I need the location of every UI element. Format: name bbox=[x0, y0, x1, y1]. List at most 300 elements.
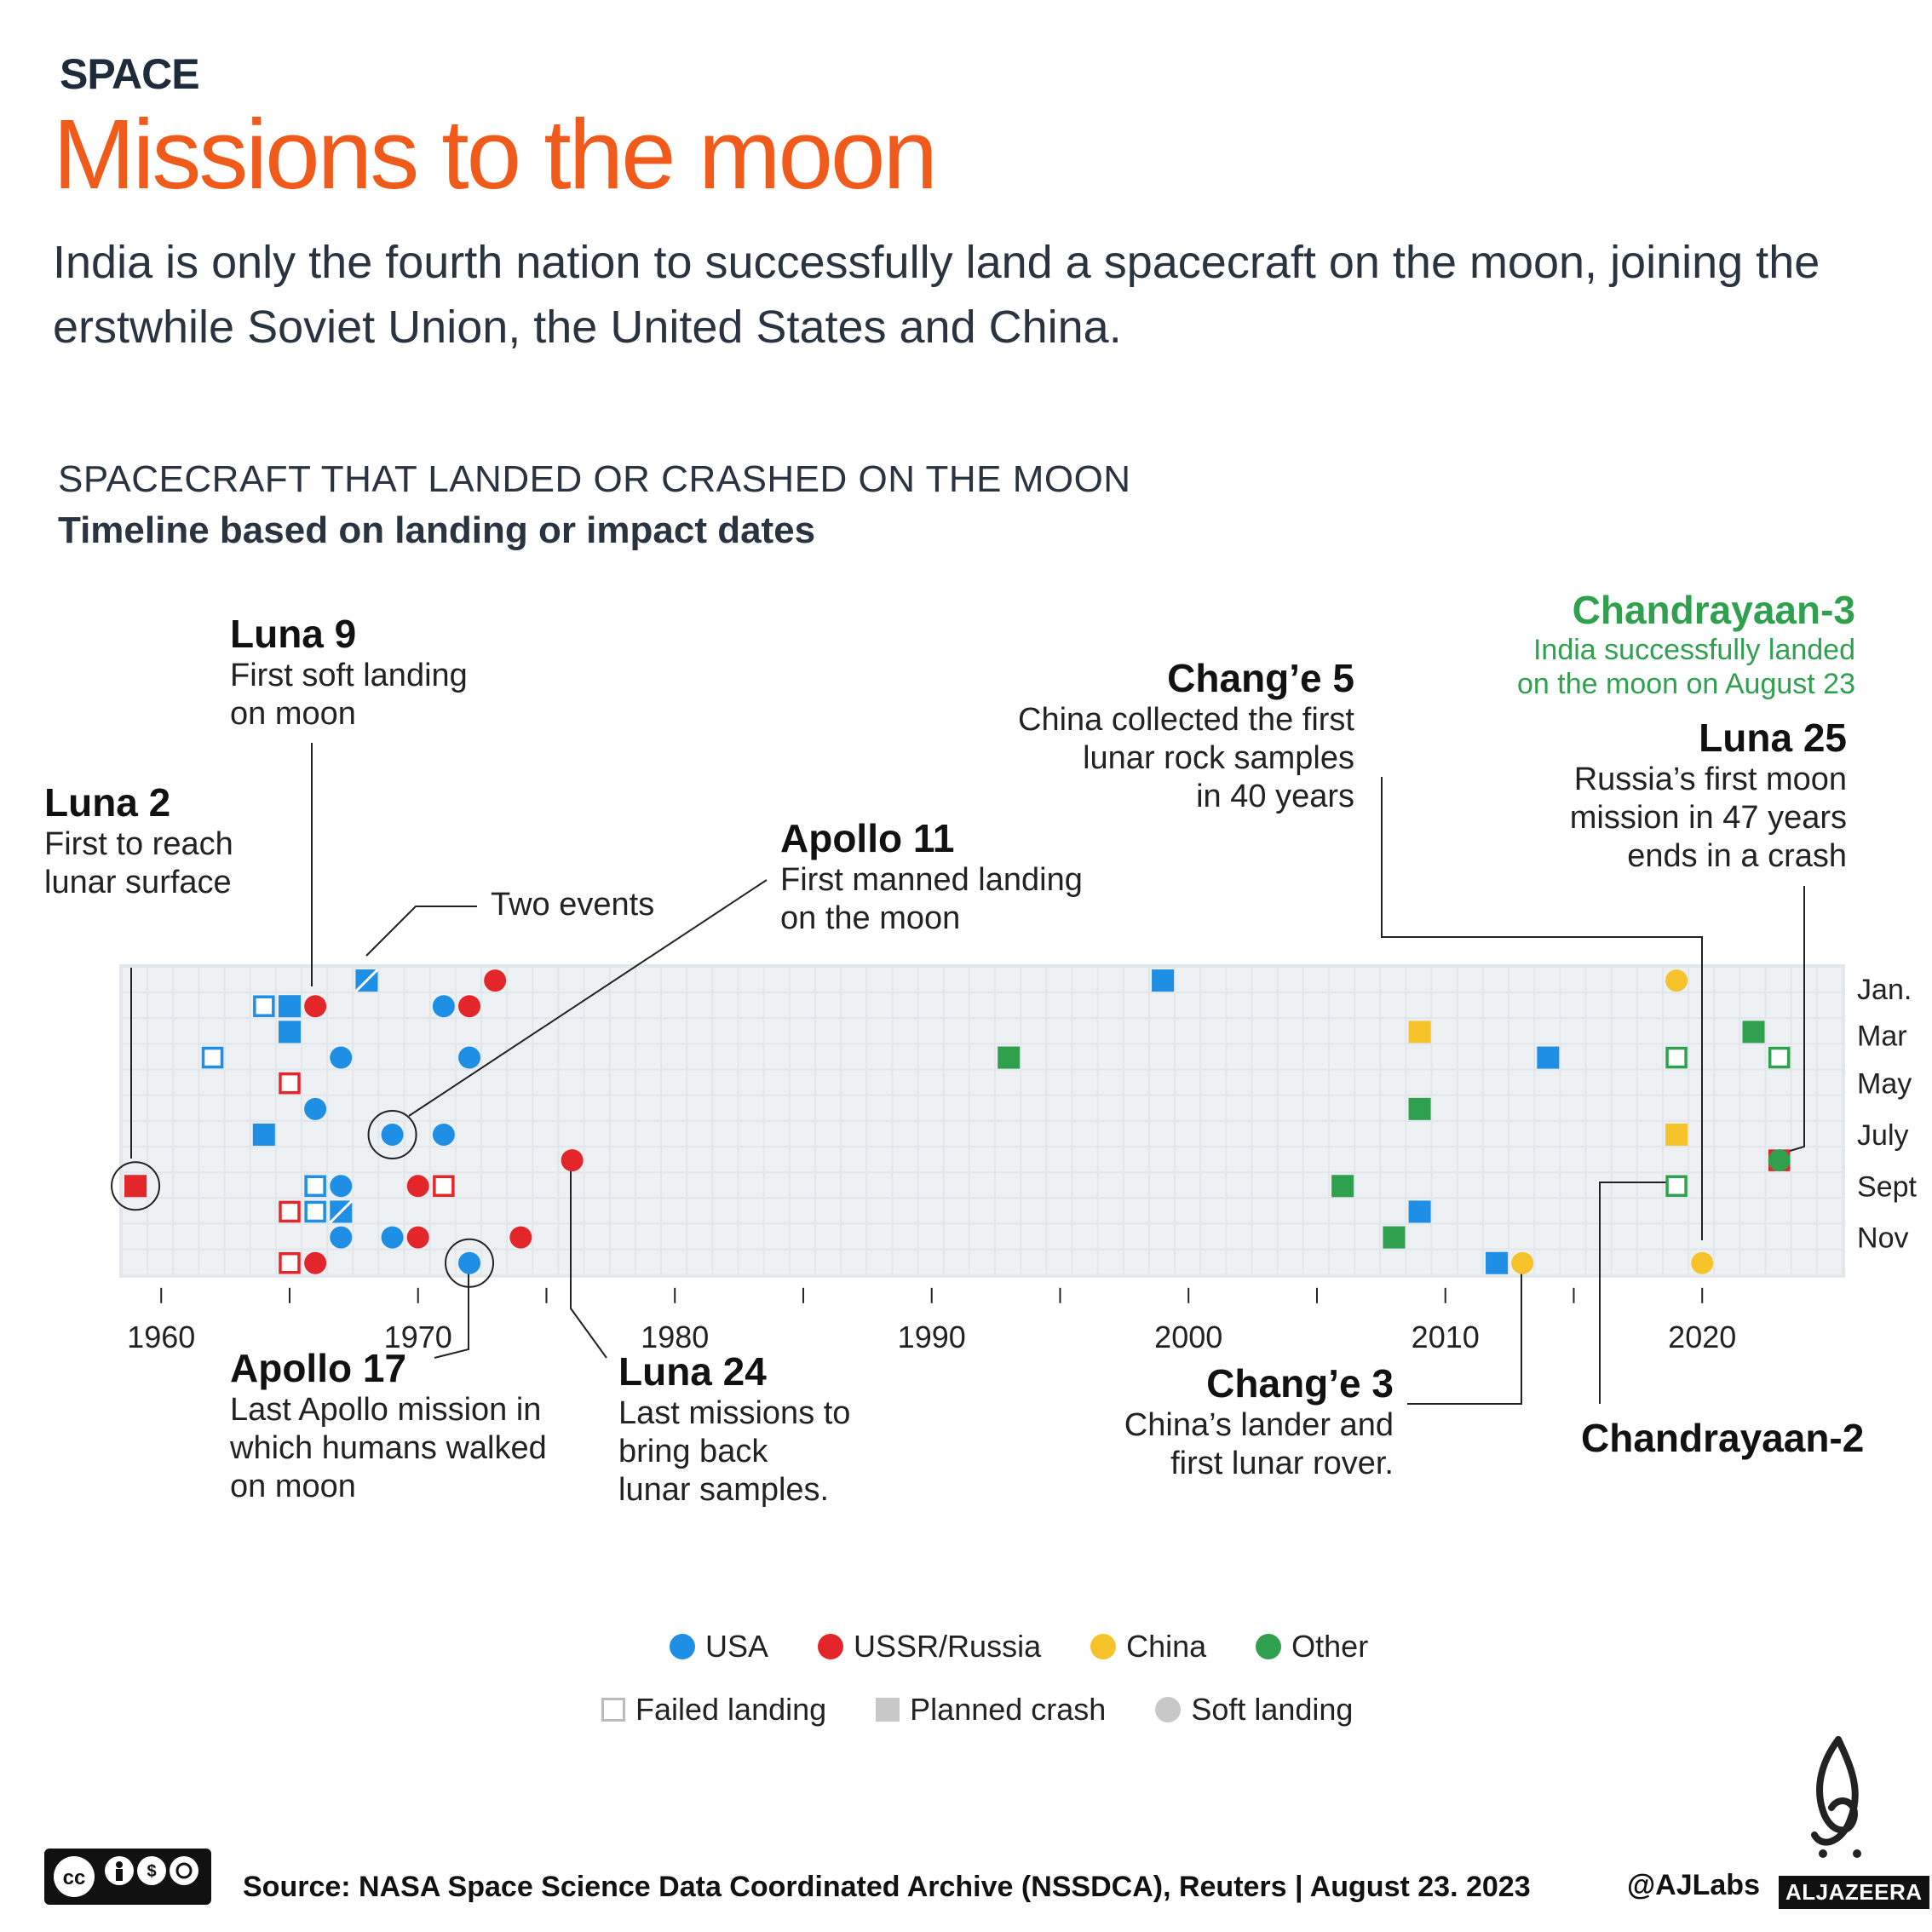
soft-landing-mark bbox=[458, 1252, 480, 1274]
grid-cell bbox=[123, 968, 147, 992]
grid-cell bbox=[482, 1071, 506, 1095]
grid-cell bbox=[1253, 1096, 1277, 1120]
legend-types bbox=[601, 1692, 1402, 1728]
apollo11-title: Apollo 11 bbox=[780, 816, 955, 860]
grid-cell bbox=[1330, 1071, 1354, 1095]
grid-cell bbox=[1587, 1225, 1611, 1249]
grid-cell bbox=[457, 1199, 480, 1222]
grid-cell bbox=[765, 1225, 789, 1249]
grid-cell bbox=[1227, 1251, 1251, 1274]
grid-cell bbox=[1715, 993, 1739, 1017]
grid-cell bbox=[1715, 1019, 1739, 1043]
grid-cell bbox=[1047, 1199, 1071, 1222]
grid-cell bbox=[1150, 1019, 1174, 1043]
grid-cell bbox=[328, 1147, 352, 1171]
svg-text:cc: cc bbox=[62, 1866, 86, 1889]
grid-cell bbox=[380, 993, 404, 1017]
legend-soft-label: Soft landing bbox=[1191, 1692, 1354, 1727]
grid-cell bbox=[123, 1225, 147, 1249]
grid-cell bbox=[1330, 968, 1354, 992]
grid-cell bbox=[533, 1225, 557, 1249]
grid-cell bbox=[791, 1225, 814, 1249]
grid-cell bbox=[174, 1122, 198, 1146]
grid-cell bbox=[148, 993, 172, 1017]
grid-cell bbox=[405, 968, 429, 992]
grid-cell bbox=[1433, 1225, 1457, 1249]
grid-cell bbox=[457, 1225, 480, 1249]
grid-cell bbox=[1767, 1096, 1791, 1120]
failed-landing-mark bbox=[255, 997, 273, 1015]
grid-cell bbox=[970, 1019, 994, 1043]
grid-cell bbox=[1613, 1173, 1636, 1197]
grid-cell bbox=[919, 1122, 943, 1146]
grid-cell bbox=[1664, 1071, 1688, 1095]
grid-cell bbox=[148, 968, 172, 992]
grid-cell bbox=[1355, 1019, 1379, 1043]
grid-cell bbox=[1381, 1122, 1405, 1146]
grid-cell bbox=[1201, 1173, 1225, 1197]
grid-cell bbox=[1253, 1251, 1277, 1274]
annotation-apollo11 bbox=[780, 816, 1083, 938]
grid-cell bbox=[1201, 1199, 1225, 1222]
grid-cell bbox=[894, 1019, 917, 1043]
grid-cell bbox=[662, 1071, 686, 1095]
grid-cell bbox=[1150, 1199, 1174, 1222]
grid-cell bbox=[1176, 1122, 1199, 1146]
grid-cell bbox=[199, 1251, 223, 1274]
grid-cell bbox=[380, 1251, 404, 1274]
soft-landing-mark bbox=[407, 1227, 429, 1249]
china-swatch-icon bbox=[1090, 1634, 1116, 1659]
grid-cell bbox=[354, 1096, 377, 1120]
grid-cell bbox=[1818, 1173, 1842, 1197]
grid-cell bbox=[687, 968, 711, 992]
grid-cell bbox=[1433, 1251, 1457, 1274]
grid-cell bbox=[1021, 1173, 1045, 1197]
soft-landing-mark bbox=[330, 1175, 352, 1197]
grid-cell bbox=[842, 1147, 865, 1171]
soft-landing-mark bbox=[304, 1098, 326, 1120]
grid-cell bbox=[713, 1096, 737, 1120]
grid-cell bbox=[867, 1147, 891, 1171]
grid-cell bbox=[226, 1199, 250, 1222]
grid-cell bbox=[251, 1225, 275, 1249]
grid-cell bbox=[1433, 1173, 1457, 1197]
grid-cell bbox=[251, 1173, 275, 1197]
grid-cell bbox=[1613, 993, 1636, 1017]
grid-cell bbox=[482, 993, 506, 1017]
grid-cell bbox=[1150, 1096, 1174, 1120]
grid-cell bbox=[765, 1173, 789, 1197]
grid-cell bbox=[970, 1044, 994, 1068]
chart-title: SPACECRAFT THAT LANDED OR CRASHED ON THE MOON bbox=[58, 458, 1131, 500]
grid-cell bbox=[1099, 1019, 1123, 1043]
grid-cell bbox=[996, 1251, 1020, 1274]
soft-landing-mark bbox=[484, 969, 506, 992]
legend-china bbox=[1090, 1629, 1206, 1665]
grid-cell bbox=[1124, 1096, 1148, 1120]
planned-crash-mark bbox=[1486, 1252, 1508, 1274]
grid-cell bbox=[1484, 1173, 1508, 1197]
luna24-line3: lunar samples. bbox=[618, 1471, 830, 1508]
soft-landing-mark bbox=[458, 1047, 480, 1069]
grid-cell bbox=[1664, 1251, 1688, 1274]
grid-cell bbox=[508, 1251, 532, 1274]
grid-cell bbox=[1561, 1019, 1584, 1043]
grid-cell bbox=[611, 1071, 635, 1095]
grid-cell bbox=[174, 1096, 198, 1120]
grid-cell bbox=[867, 1071, 891, 1095]
grid-cell bbox=[713, 993, 737, 1017]
grid-cell bbox=[1201, 1251, 1225, 1274]
grid-cell bbox=[457, 1173, 480, 1197]
grid-cell bbox=[1150, 1071, 1174, 1095]
grid-cell bbox=[636, 1044, 660, 1068]
grid-cell bbox=[174, 1173, 198, 1197]
chart-grid bbox=[119, 964, 1845, 1278]
soft-landing-mark bbox=[1691, 1252, 1713, 1274]
grid-cell bbox=[1535, 1071, 1559, 1095]
luna2-line2: lunar surface bbox=[44, 864, 232, 900]
grid-cell bbox=[1047, 1225, 1071, 1249]
grid-cell bbox=[1227, 1096, 1251, 1120]
grid-cell bbox=[1021, 1199, 1045, 1222]
grid-cell bbox=[996, 993, 1020, 1017]
grid-cell bbox=[842, 1251, 865, 1274]
grid-cell bbox=[1279, 1199, 1302, 1222]
grid-cell bbox=[996, 1173, 1020, 1197]
grid-cell bbox=[687, 1147, 711, 1171]
grid-cell bbox=[354, 1044, 377, 1068]
change5-title: Chang’e 5 bbox=[1167, 656, 1354, 700]
grid-cell bbox=[123, 1096, 147, 1120]
grid-cell bbox=[585, 1096, 609, 1120]
grid-cell bbox=[816, 968, 840, 992]
grid-cell bbox=[457, 968, 480, 992]
grid-cell bbox=[996, 1096, 1020, 1120]
grid-cell bbox=[174, 1019, 198, 1043]
two-events-leader bbox=[366, 906, 477, 956]
x-tick-label: 2010 bbox=[1411, 1319, 1480, 1354]
grid-cell bbox=[1279, 1044, 1302, 1068]
grid-cell bbox=[739, 1071, 763, 1095]
grid-cell bbox=[1124, 1173, 1148, 1197]
y-tick-label: Nov bbox=[1857, 1222, 1909, 1255]
grid-cell bbox=[739, 1225, 763, 1249]
failed-landing-mark bbox=[434, 1176, 453, 1195]
grid-cell bbox=[842, 1071, 865, 1095]
grid-cell bbox=[1150, 1225, 1174, 1249]
legend-other-label: Other bbox=[1291, 1629, 1369, 1664]
grid-cell bbox=[1664, 1019, 1688, 1043]
grid-cell bbox=[713, 1251, 737, 1274]
grid-cell bbox=[1433, 1019, 1457, 1043]
grid-cell bbox=[1227, 968, 1251, 992]
grid-cell bbox=[1355, 1173, 1379, 1197]
grid-cell bbox=[996, 1019, 1020, 1043]
grid-cell bbox=[636, 968, 660, 992]
grid-cell bbox=[1767, 1225, 1791, 1249]
grid-cell bbox=[1176, 1173, 1199, 1197]
annotation-change5 bbox=[920, 656, 1354, 816]
grid-cell bbox=[713, 968, 737, 992]
grid-cell bbox=[1021, 1251, 1045, 1274]
grid-cell bbox=[1613, 1019, 1636, 1043]
grid-cell bbox=[1740, 1225, 1764, 1249]
grid-cell bbox=[1253, 993, 1277, 1017]
grid-cell bbox=[1484, 993, 1508, 1017]
grid-cell bbox=[816, 1251, 840, 1274]
change5-line2: lunar rock samples bbox=[1083, 739, 1354, 776]
grid-cell bbox=[174, 968, 198, 992]
other-swatch-icon bbox=[1256, 1634, 1281, 1659]
grid-cell bbox=[585, 1251, 609, 1274]
grid-cell bbox=[816, 1122, 840, 1146]
svg-text:$: $ bbox=[147, 1862, 157, 1881]
luna24-line2: bring back bbox=[618, 1433, 768, 1469]
grid-cell bbox=[508, 993, 532, 1017]
grid-cell bbox=[1279, 1173, 1302, 1197]
grid-cell bbox=[1509, 1071, 1533, 1095]
grid-cell bbox=[354, 1199, 377, 1222]
grid-cell bbox=[1407, 1251, 1431, 1274]
grid-cell bbox=[123, 1071, 147, 1095]
grid-cell bbox=[1509, 993, 1533, 1017]
soft-landing-mark bbox=[382, 1227, 404, 1249]
grid-cell bbox=[970, 968, 994, 992]
grid-cell bbox=[1561, 1122, 1584, 1146]
grid-cell bbox=[687, 1044, 711, 1068]
grid-cell bbox=[457, 1019, 480, 1043]
grid-cell bbox=[1484, 968, 1508, 992]
grid-cell bbox=[226, 1096, 250, 1120]
legend-usa bbox=[670, 1629, 768, 1665]
grid-cell bbox=[1407, 1173, 1431, 1197]
grid-cell bbox=[919, 1173, 943, 1197]
chandrayaan3-line2: on the moon on August 23 bbox=[1517, 667, 1855, 700]
grid-cell bbox=[226, 1225, 250, 1249]
grid-cell bbox=[1355, 1251, 1379, 1274]
grid-cell bbox=[1227, 993, 1251, 1017]
grid-cell bbox=[1201, 1096, 1225, 1120]
grid-cell bbox=[1818, 1096, 1842, 1120]
grid-cell bbox=[1433, 1199, 1457, 1222]
grid-cell bbox=[1099, 1225, 1123, 1249]
grid-cell bbox=[1304, 993, 1328, 1017]
grid-cell bbox=[199, 1122, 223, 1146]
grid-cell bbox=[1304, 1044, 1328, 1068]
grid-cell bbox=[1509, 1147, 1533, 1171]
grid-cell bbox=[1124, 1225, 1148, 1249]
grid-cell bbox=[867, 1019, 891, 1043]
grid-cell bbox=[1433, 1147, 1457, 1171]
grid-cell bbox=[867, 1199, 891, 1222]
planned-crash-mark bbox=[279, 995, 301, 1017]
grid-cell bbox=[1253, 1122, 1277, 1146]
grid-cell bbox=[585, 1147, 609, 1171]
legend-crash-label: Planned crash bbox=[910, 1692, 1107, 1727]
grid-cell bbox=[277, 1096, 301, 1120]
grid-cell bbox=[1587, 1019, 1611, 1043]
grid-cell bbox=[1304, 1122, 1328, 1146]
legend-soft bbox=[1155, 1692, 1353, 1728]
soft-landing-mark bbox=[458, 995, 480, 1017]
grid-cell bbox=[1330, 1225, 1354, 1249]
failed-landing-mark bbox=[306, 1202, 325, 1221]
grid-cell bbox=[431, 1147, 455, 1171]
apollo17-title: Apollo 17 bbox=[230, 1346, 407, 1390]
grid-cell bbox=[148, 1251, 172, 1274]
apollo17-line3: on moon bbox=[230, 1468, 356, 1504]
annotation-luna25 bbox=[1414, 716, 1847, 876]
grid-cell bbox=[508, 1122, 532, 1146]
grid-cell bbox=[842, 1019, 865, 1043]
soft-landing-mark bbox=[1768, 1149, 1791, 1171]
grid-cell bbox=[662, 993, 686, 1017]
grid-cell bbox=[1509, 968, 1533, 992]
grid-cell bbox=[894, 1122, 917, 1146]
grid-cell bbox=[1740, 1147, 1764, 1171]
soft-landing-mark bbox=[330, 1227, 352, 1249]
grid-cell bbox=[533, 1044, 557, 1068]
grid-cell bbox=[970, 1071, 994, 1095]
grid-cell bbox=[1638, 1044, 1662, 1068]
grid-cell bbox=[482, 1251, 506, 1274]
grid-cell bbox=[996, 1122, 1020, 1146]
grid-cell bbox=[739, 1199, 763, 1222]
grid-cell bbox=[1458, 1199, 1482, 1222]
grid-cell bbox=[816, 1096, 840, 1120]
grid-cell bbox=[894, 1173, 917, 1197]
grid-cell bbox=[1381, 1199, 1405, 1222]
grid-cell bbox=[1484, 1225, 1508, 1249]
grid-cell bbox=[1535, 1173, 1559, 1197]
grid-cell bbox=[354, 1251, 377, 1274]
grid-cell bbox=[1767, 1071, 1791, 1095]
soft-landing-mark bbox=[304, 1252, 326, 1274]
soft-landing-mark bbox=[1665, 969, 1688, 992]
grid-cell bbox=[354, 1173, 377, 1197]
grid-cell bbox=[1150, 1147, 1174, 1171]
grid-cell bbox=[816, 1147, 840, 1171]
grid-cell bbox=[1304, 968, 1328, 992]
grid-cell bbox=[302, 1071, 326, 1095]
grid-cell bbox=[1535, 1096, 1559, 1120]
grid-cell bbox=[1099, 993, 1123, 1017]
grid-cell bbox=[277, 1173, 301, 1197]
grid-cell bbox=[1227, 1044, 1251, 1068]
creative-commons-logo bbox=[44, 1849, 211, 1905]
grid-cell bbox=[970, 1199, 994, 1222]
grid-cell bbox=[1638, 1096, 1662, 1120]
grid-cell bbox=[1176, 1071, 1199, 1095]
grid-cell bbox=[123, 1122, 147, 1146]
grid-cell bbox=[945, 1173, 969, 1197]
grid-cell bbox=[791, 1147, 814, 1171]
grid-cell bbox=[1201, 1044, 1225, 1068]
grid-cell bbox=[1021, 1122, 1045, 1146]
grid-cell bbox=[405, 1122, 429, 1146]
grid-cell bbox=[380, 1199, 404, 1222]
grid-cell bbox=[1458, 1071, 1482, 1095]
grid-cell bbox=[1304, 1173, 1328, 1197]
grid-cell bbox=[1047, 1147, 1071, 1171]
grid-cell bbox=[816, 1173, 840, 1197]
grid-cell bbox=[1124, 1147, 1148, 1171]
grid-cell bbox=[585, 1044, 609, 1068]
grid-cell bbox=[533, 993, 557, 1017]
grid-cell bbox=[1355, 1199, 1379, 1222]
grid-cell bbox=[1099, 1199, 1123, 1222]
grid-cell bbox=[1740, 1251, 1764, 1274]
grid-cell bbox=[405, 1044, 429, 1068]
failed-landing-mark bbox=[1667, 1049, 1686, 1067]
grid-cell bbox=[867, 968, 891, 992]
failed-landing-mark bbox=[204, 1049, 222, 1067]
grid-cell bbox=[1355, 1122, 1379, 1146]
grid-cell bbox=[508, 1199, 532, 1222]
grid-cell bbox=[842, 1096, 865, 1120]
grid-cell bbox=[1818, 1122, 1842, 1146]
soft-swatch-icon bbox=[1155, 1697, 1181, 1722]
grid-cell bbox=[1664, 993, 1688, 1017]
grid-cell bbox=[791, 968, 814, 992]
planned-crash-mark bbox=[1331, 1175, 1354, 1197]
grid-cell bbox=[174, 1071, 198, 1095]
grid-cell bbox=[1021, 1019, 1045, 1043]
grid-cell bbox=[791, 1044, 814, 1068]
grid-cell bbox=[1458, 1044, 1482, 1068]
grid-cell bbox=[1715, 1147, 1739, 1171]
grid-cell bbox=[560, 1019, 584, 1043]
grid-cell bbox=[816, 1044, 840, 1068]
grid-cell bbox=[1613, 1096, 1636, 1120]
planned-crash-mark bbox=[124, 1175, 147, 1197]
aljazeera-logo-icon bbox=[1797, 1734, 1879, 1862]
grid-cell bbox=[533, 1173, 557, 1197]
grid-cell bbox=[1150, 1044, 1174, 1068]
grid-cell bbox=[1715, 968, 1739, 992]
luna2-line1: First to reach bbox=[44, 825, 233, 862]
grid-cell bbox=[226, 1122, 250, 1146]
grid-cell bbox=[1073, 1044, 1097, 1068]
grid-cell bbox=[405, 993, 429, 1017]
grid-cell bbox=[1638, 993, 1662, 1017]
grid-cell bbox=[1381, 993, 1405, 1017]
grid-cell bbox=[354, 1122, 377, 1146]
grid-cell bbox=[739, 1251, 763, 1274]
grid-cell bbox=[791, 1173, 814, 1197]
grid-cell bbox=[1561, 1173, 1584, 1197]
grid-cell bbox=[765, 1251, 789, 1274]
planned-crash-mark bbox=[279, 1021, 301, 1043]
grid-cell bbox=[713, 1044, 737, 1068]
grid-cell bbox=[919, 993, 943, 1017]
grid-cell bbox=[328, 1096, 352, 1120]
grid-cell bbox=[302, 1225, 326, 1249]
grid-cell bbox=[791, 1019, 814, 1043]
grid-cell bbox=[662, 1173, 686, 1197]
grid-cell bbox=[1304, 1199, 1328, 1222]
grid-cell bbox=[1201, 968, 1225, 992]
grid-cell bbox=[1407, 1225, 1431, 1249]
grid-cell bbox=[1458, 1173, 1482, 1197]
grid-cell bbox=[1253, 1199, 1277, 1222]
grid-cell bbox=[1638, 1173, 1662, 1197]
planned-crash-mark bbox=[1383, 1227, 1405, 1249]
grid-cell bbox=[226, 1071, 250, 1095]
grid-cell bbox=[1407, 1044, 1431, 1068]
